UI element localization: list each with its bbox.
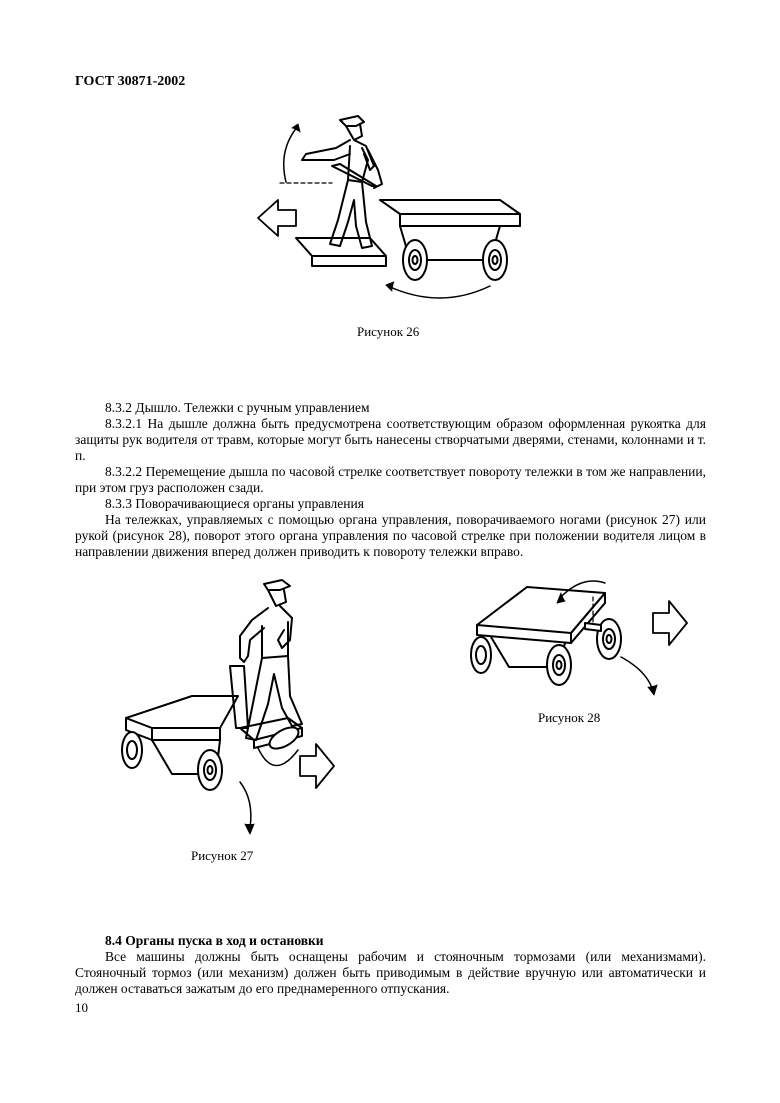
figure-26-caption: Рисунок 26 <box>357 324 420 339</box>
figure-27-illustration <box>112 578 342 838</box>
section-8-3-2-1-text: 8.3.2.1 На дышле должна быть предусмотрена соответствующим образом оформленная рукоятка для защиты рук водителя от травм, которые могут быть нанесены створчатыми дверями, стенами, колоннами и т. п. <box>75 416 706 463</box>
direction-arrow-right-icon <box>653 601 687 645</box>
page-number: 10 <box>75 1000 88 1015</box>
section-8-3-2-2-text: 8.3.2.2 Перемещение дышла по часовой стрелке соответствует повороту тележки в том же направлении, при этом груз расположен сзади. <box>75 464 706 495</box>
figure-28-illustration <box>455 575 695 705</box>
direction-arrow-right-icon <box>300 744 334 788</box>
section-8-3-3-text: На тележках, управляемых с помощью органа управления, поворачиваемого ногами (рисунок 27) или рукой (рисунок 28), поворот этого органа управления по часовой стрелке при положении водителя лицом в направлении движения вперед должен приводить к повороту тележки вправо. <box>75 512 706 559</box>
section-8-3-text <box>75 400 706 560</box>
section-8-3-3-title: 8.3.3 Поворачивающиеся органы управления <box>105 496 364 511</box>
figure-26-illustration <box>250 110 540 310</box>
figure-28-caption: Рисунок 28 <box>538 710 601 725</box>
figure-27-caption: Рисунок 27 <box>191 848 254 863</box>
section-8-4-paragraph: Все машины должны быть оснащены рабочим и стояночным тормозами (или механизмами). Стояночный тормоз (или механизм) должен быть приводимым в действие вручную или автоматически и должен оставаться зажатым до его преднамеренного отпускания. <box>75 949 706 996</box>
document-code: ГОСТ 30871-2002 <box>75 74 186 89</box>
section-8-3-2-title: 8.3.2 Дышло. Тележки с ручным управлением <box>105 400 370 415</box>
section-8-4-text <box>75 933 706 997</box>
section-8-4-title: 8.4 Органы пуска в ход и остановки <box>105 933 324 948</box>
direction-arrow-left-icon <box>258 200 296 236</box>
